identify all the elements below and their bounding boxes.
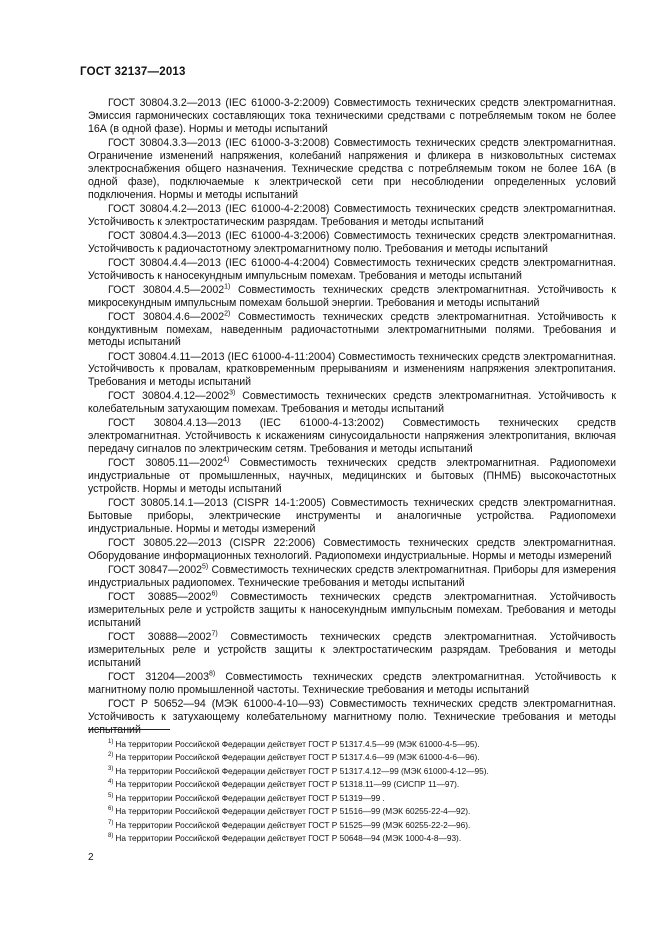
document-header: ГОСТ 32137—2013 xyxy=(80,66,186,78)
reference-item: ГОСТ 30804.4.4—2013 (IEC 61000-4-4:2004) Совместимость технических средств электромагнитная. Устойчивость к наносекундным импульсным помехам. Требования и методы испытаний xyxy=(88,256,616,282)
footnote-item: $^{1)}$ На территории Российской Федерации действует ГОСТ Р 51317.4.5—99 (МЭК 61000-4-5—95). xyxy=(108,738,480,749)
footnote-item: $^{3)}$ На территории Российской Федерации действует ГОСТ Р 51317.4.12—99 (МЭК 61000-4-12—95). xyxy=(108,765,489,776)
footnote-ref: 8) xyxy=(208,670,216,678)
reference-item: ГОСТ 31204—2003$^{8)}$ Совместимость технических средств электромагнитная. Устойчивость к магнитному полю промышленной частоты. Технические требования и методы испытаний xyxy=(88,670,616,696)
reference-item: ГОСТ 30804.4.3—2013 (IEC 61000-4-3:2006) Совместимость технических средств электромагнитная. Устойчивость к радиочастотному электромагнитному полю. Требования и методы испытаний xyxy=(88,229,616,255)
reference-item: ГОСТ 30804.4.5—2002$^{1)}$ Совместимость технических средств электромагнитная. Устойчивость к микросекундным импульсным помехам большой энергии. Требования и методы испытаний xyxy=(88,283,616,309)
reference-item: ГОСТ 30804.3.2—2013 (IEC 61000-3-2:2009) Совместимость технических средств электромагнитная. Эмиссия гармонических составляющих тока техническими средствами с потребляемым током не более 16А (в одной фазе). Нормы и методы испытаний xyxy=(88,97,616,135)
reference-item: ГОСТ 30885—2002$^{6)}$ Совместимость технических средств электромагнитная. Устойчивость измерительных реле и устройств защиты к наносекундным импульсным помехам. Требования и методы испытаний xyxy=(88,590,616,629)
reference-item: ГОСТ 30888—2002$^{7)}$ Совместимость технических средств электромагнитная. Устойчивость измерительных реле и устройств защиты к электростатическим разрядам. Требования и методы испытаний xyxy=(88,630,616,669)
footnote-ref: 5) xyxy=(202,563,209,571)
footnote-ref: 4) xyxy=(223,456,230,464)
footnote-item: $^{8)}$ На территории Российской Федерации действует ГОСТ Р 50648—94 (МЭК 1000-4-8—93). xyxy=(108,833,462,844)
reference-item: ГОСТ 30804.3.3—2013 (IEC 61000-3-3:2008) Совместимость технических средств электромагнитная. Ограничение изменений напряжения, колебаний напряжения и фликера в низковольтных системах электроснабжения общего назначения. Технические средства с потребляемым током не более 16А (в одной фазе), подключаемые к электрической сети при несоблюдении определенных условий подключения. Нормы и методы испытаний xyxy=(88,136,616,201)
reference-item: ГОСТ 30804.4.13—2013 (IEC 61000-4-13:2002) Совместимость технических средств электромагнитная. Устойчивость к искажениям синусоидальности напряжения электропитания, включая передачу сигналов по электрическим сетям. Требования и методы испытаний xyxy=(88,417,616,456)
footnote-item: $^{4)}$ На территории Российской Федерации действует ГОСТ Р 51318.11—99 (СИСПР 11—97). xyxy=(108,779,460,790)
footnote-item: $^{2)}$ На территории Российской Федерации действует ГОСТ Р 51317.4.6—99 (МЭК 61000-4-6—96). xyxy=(108,752,480,763)
reference-item: ГОСТ 30805.14.1—2013 (CISPR 14-1:2005) Совместимость технических средств электромагнитная. Бытовые приборы, электрические инструменты и аналогичные устройства. Радиопомехи индустриальные. Нормы и методы измерений xyxy=(88,497,616,536)
footnote-ref: 7) xyxy=(211,630,218,638)
reference-item: ГОСТ 30804.4.11—2013 (IEC 61000-4-11:2004) Совместимость технических средств электромагнитная. Устойчивость к провалам, кратковременным прерываниям и изменениям напряжения электропитания. Требования и методы испытаний xyxy=(88,350,616,389)
reference-item: ГОСТ 30804.4.12—2002$^{3)}$ Совместимость технических средств электромагнитная. Устойчивость к колебательным затухающим помехам. Требования и методы испытаний xyxy=(88,389,616,416)
normative-references xyxy=(88,97,616,738)
reference-item: ГОСТ 30804.4.2—2013 (IEC 61000-4-2:2008) Совместимость технических средств электромагнитная. Устойчивость к электростатическим разрядам. Требования и методы испытаний xyxy=(88,202,616,228)
reference-item: ГОСТ Р 50652—94 (МЭК 61000-4-10—93) Совместимость технических средств электромагнитная. Устойчивость к затухающему колебательному магнитному полю. Технические требования и методы испытаний xyxy=(88,697,616,736)
footnote-item: $^{6)}$ На территории Российской Федерации действует ГОСТ Р 51516—99 (МЭК 60255-22-4—92). xyxy=(108,806,471,817)
footnotes xyxy=(108,737,613,845)
page-number: 2 xyxy=(88,852,94,863)
footnote-divider xyxy=(88,729,170,730)
footnote-ref: 6) xyxy=(211,590,218,598)
reference-item: ГОСТ 30847—2002$^{5)}$ Совместимость технических средств электромагнитная. Приборы для измерения индустриальных радиопомех. Технические требования и методы испытаний xyxy=(88,563,616,590)
footnote-ref: 3) xyxy=(229,389,236,397)
footnote-item: $^{7)}$ На территории Российской Федерации действует ГОСТ Р 51525—99 (МЭК 60255-22-2—96). xyxy=(108,819,471,830)
reference-item: ГОСТ 30804.4.6—2002$^{2)}$ Совместимость технических средств электромагнитная. Устойчивость к кондуктивным помехам, наведенным радиочастотными электромагнитными полями. Требования и методы испытаний xyxy=(88,310,616,349)
reference-item: ГОСТ 30805.22—2013 (CISPR 22:2006) Совместимость технических средств электромагнитная. Оборудование информационных технологий. Радиопомехи индустриальные. Нормы и методы измерений xyxy=(88,537,616,563)
footnote-item: $^{5)}$ На территории Российской Федерации действует ГОСТ Р 51319—99 . xyxy=(108,792,385,803)
reference-item: ГОСТ 30805.11—2002$^{4)}$ Совместимость технических средств электромагнитная. Радиопомехи индустриальные от промышленных, научных, медицинских и бытовых (ПНМБ) высокочастотных устройств. Нормы и методы испытаний xyxy=(88,456,616,496)
footnote-ref: 1) xyxy=(224,283,231,291)
footnote-ref: 2) xyxy=(224,310,231,318)
